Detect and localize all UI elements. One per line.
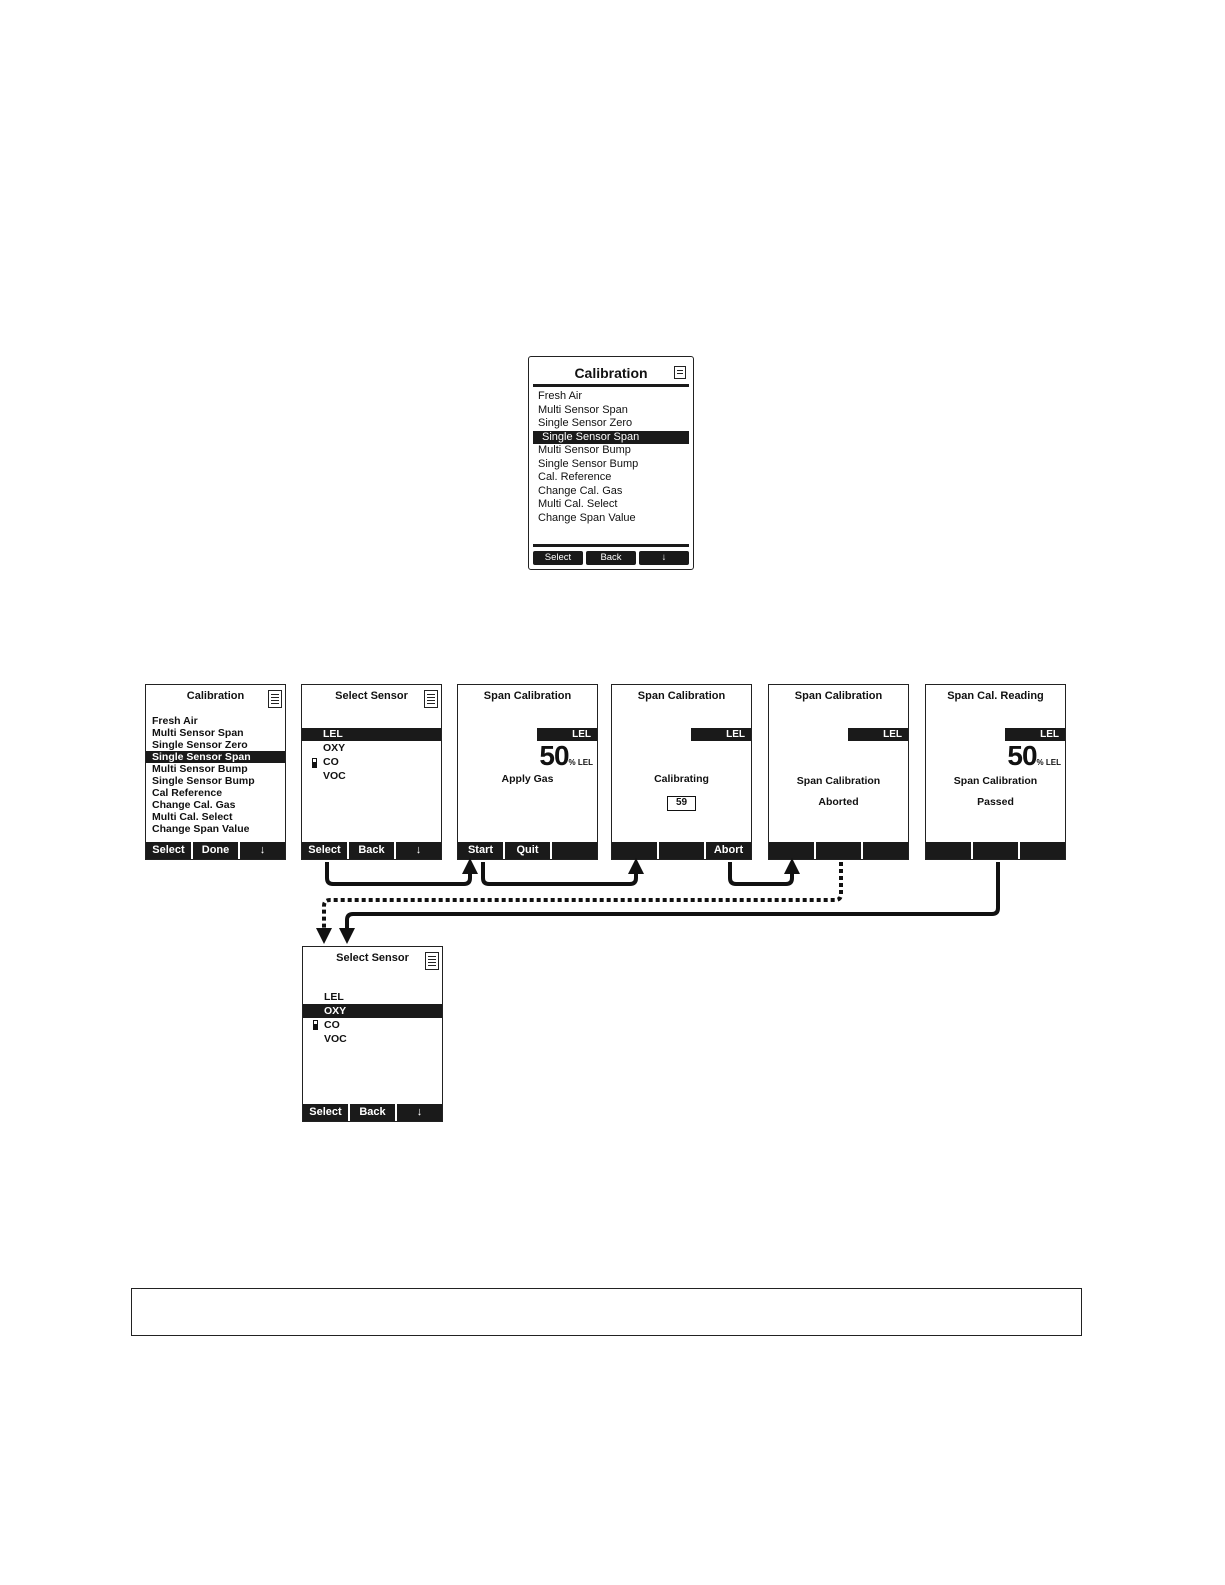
quit-softkey[interactable]: Quit [505, 842, 550, 859]
sensor-label-bar: LEL [537, 728, 597, 741]
calibration-menu-list [146, 715, 285, 835]
menu-icon [424, 690, 438, 708]
result-message: Aborted [818, 796, 859, 808]
menu-item[interactable]: Single Sensor Zero [152, 739, 248, 751]
menu-icon [674, 366, 686, 379]
blank-softkey[interactable] [1020, 842, 1065, 859]
sensor-item-selected[interactable]: OXY [303, 1004, 442, 1018]
sensor-item[interactable]: VOC [324, 1033, 347, 1045]
softkey-bar [612, 842, 751, 859]
menu-item[interactable]: Cal. Reference [538, 471, 612, 483]
menu-item[interactable]: Multi Sensor Bump [538, 444, 631, 456]
select-softkey[interactable]: Select [302, 842, 347, 859]
blank-softkey[interactable] [863, 842, 908, 859]
sensor-item[interactable]: LEL [324, 991, 344, 1003]
screen-title: Span Calibration [637, 690, 726, 702]
arrow-select-to-start [327, 862, 470, 884]
sensor-label-bar: LEL [1005, 728, 1065, 741]
title-divider [533, 384, 689, 387]
menu-item-selected[interactable]: Single Sensor Span [146, 751, 285, 763]
softkey-divider [533, 544, 689, 547]
screen-title: Span Calibration [483, 690, 572, 702]
menu-icon [268, 690, 282, 708]
screen-title: Select Sensor [336, 952, 409, 964]
result-message: Passed [977, 796, 1014, 808]
menu-item[interactable]: Multi Cal. Select [152, 811, 233, 823]
screen-title: Select Sensor [335, 690, 408, 702]
menu-icon [425, 952, 439, 970]
softkey-bar [303, 1104, 442, 1121]
select-softkey[interactable]: Select [146, 842, 191, 859]
softkey-bar [458, 842, 597, 859]
status-message: Apply Gas [501, 773, 554, 785]
span-calibration-apply-gas-screen [457, 684, 598, 860]
softkey-bar [769, 842, 908, 859]
status-message: Span Calibration [796, 775, 881, 787]
screen-title: Calibration [574, 365, 648, 381]
menu-item[interactable]: Change Cal. Gas [538, 484, 623, 497]
arrow-start-to-calibrating [483, 862, 636, 884]
menu-item[interactable]: Cal Reference [152, 787, 223, 799]
down-arrow-softkey[interactable]: ↓ [240, 842, 285, 859]
menu-item[interactable]: Change Span Value [538, 511, 636, 524]
back-softkey[interactable]: Back [349, 842, 394, 859]
sensor-item[interactable]: CO [324, 1019, 340, 1031]
menu-item[interactable]: Change Span Value [152, 823, 250, 835]
reading-unit: % LEL [1036, 758, 1061, 767]
down-arrow-softkey[interactable]: ↓ [397, 1104, 442, 1121]
status-message: Span Calibration [953, 775, 1038, 787]
sensor-label-bar: LEL [691, 728, 751, 741]
screen-title: Calibration [186, 690, 245, 702]
status-message: Calibrating [654, 773, 709, 785]
select-softkey[interactable]: Select [303, 1104, 348, 1121]
blank-softkey[interactable] [612, 842, 657, 859]
screen-title: Span Cal. Reading [947, 690, 1044, 702]
sensor-label-bar: LEL [848, 728, 908, 741]
sensor-item[interactable]: VOC [323, 770, 346, 782]
sensor-item[interactable]: OXY [323, 742, 346, 754]
sensor-item[interactable]: CO [323, 756, 339, 768]
span-calibrating-screen [611, 684, 752, 860]
softkey-bar [146, 842, 285, 859]
select-sensor-next-screen [302, 946, 443, 1122]
down-arrow-softkey[interactable]: ↓ [396, 842, 441, 859]
back-softkey[interactable]: Back [586, 551, 636, 565]
lock-icon [313, 1020, 318, 1030]
menu-item[interactable]: Fresh Air [152, 715, 198, 727]
menu-item[interactable]: Multi Sensor Bump [152, 763, 248, 775]
select-softkey[interactable]: Select [533, 551, 583, 565]
menu-item[interactable]: Single Sensor Zero [538, 417, 633, 429]
menu-item[interactable]: Fresh Air [538, 390, 583, 402]
abort-softkey[interactable]: Abort [706, 842, 751, 859]
sensor-item-selected[interactable]: LEL [302, 728, 441, 741]
select-sensor-screen [301, 684, 442, 860]
menu-item-selected[interactable]: Single Sensor Span [533, 431, 689, 445]
reading-value: 50% LEL [539, 740, 593, 771]
menu-item[interactable]: Single Sensor Bump [538, 457, 639, 470]
flow-calibration-screen [145, 684, 286, 860]
screen-title: Span Calibration [794, 690, 883, 702]
arrow-passed-to-select-sensor [347, 862, 998, 936]
softkey-bar [533, 551, 689, 565]
blank-softkey[interactable] [552, 842, 597, 859]
softkey-bar [302, 842, 441, 859]
blank-softkey[interactable] [769, 842, 814, 859]
blank-softkey[interactable] [816, 842, 861, 859]
menu-item[interactable]: Multi Sensor Span [152, 727, 244, 739]
arrow-abort-to-aborted [730, 862, 792, 884]
back-softkey[interactable]: Back [350, 1104, 395, 1121]
softkey-bar [926, 842, 1065, 859]
countdown-timer: 59 [667, 796, 696, 811]
span-calibration-aborted-screen [768, 684, 909, 860]
reading-unit: % LEL [568, 758, 593, 767]
menu-item[interactable]: Multi Cal. Select [538, 498, 618, 510]
reading-value: 50% LEL [1007, 740, 1061, 771]
footer-box [131, 1288, 1082, 1336]
arrow-aborted-to-select-sensor [324, 862, 841, 936]
menu-item[interactable]: Change Cal. Gas [152, 799, 236, 811]
blank-softkey[interactable] [973, 842, 1018, 859]
menu-item[interactable]: Multi Sensor Span [538, 403, 628, 416]
done-softkey[interactable]: Done [193, 842, 238, 859]
start-softkey[interactable]: Start [458, 842, 503, 859]
menu-item[interactable]: Single Sensor Bump [152, 775, 255, 787]
down-arrow-softkey[interactable]: ↓ [639, 551, 689, 565]
sensor-list [303, 990, 442, 1046]
span-calibration-passed-screen [925, 684, 1066, 860]
blank-softkey[interactable] [926, 842, 971, 859]
sensor-list [302, 728, 441, 783]
blank-softkey[interactable] [659, 842, 704, 859]
lock-icon [312, 758, 317, 768]
calibration-menu-list [529, 390, 693, 525]
calibration-menu-screen [528, 356, 694, 570]
